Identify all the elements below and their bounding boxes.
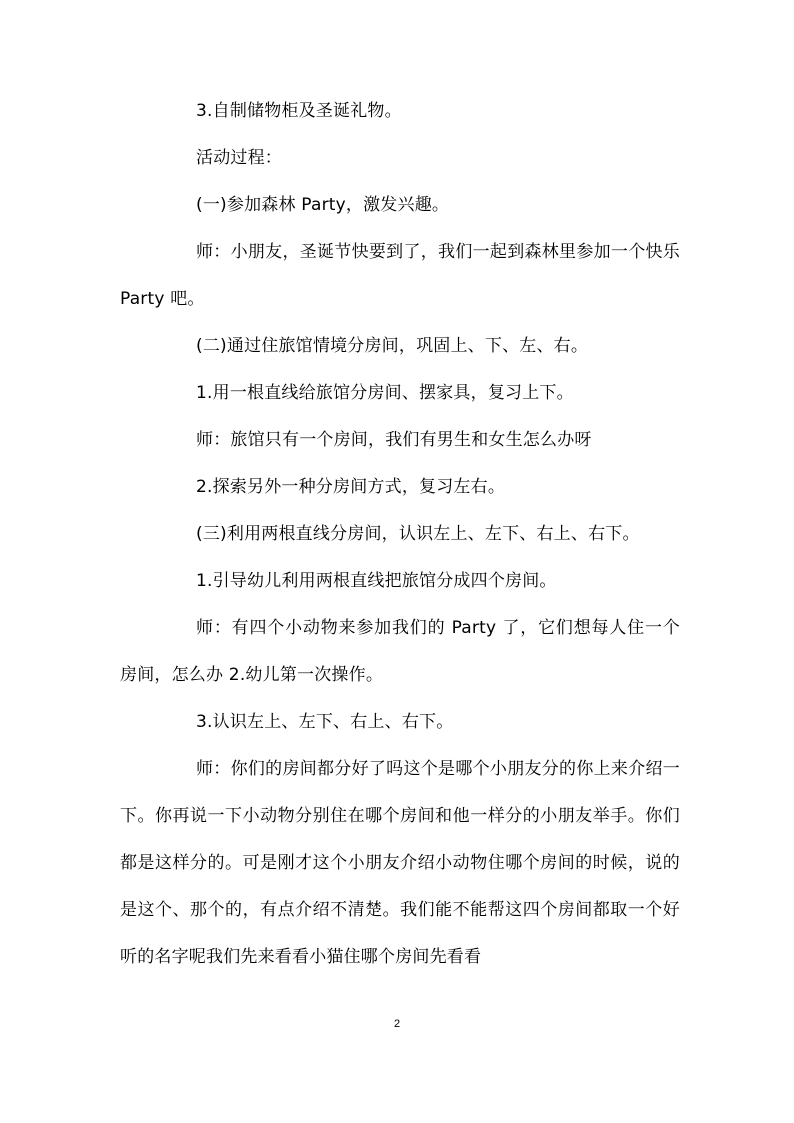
paragraph: 3.自制储物柜及圣诞礼物。 [196, 101, 402, 121]
paragraph: 活动过程： [196, 148, 282, 168]
paragraph: 2.探索另外一种分房间方式，复习左右。 [196, 477, 506, 497]
paragraph: 3.认识左上、左下、右上、右下。 [196, 712, 454, 732]
paragraph: (二)通过住旅馆情境分房间，巩固上、下、左、右。 [196, 336, 589, 356]
paragraph: 1.用一根直线给旅馆分房间、摆家具，复习上下。 [196, 383, 574, 403]
paragraph: 师：有四个小动物来参加我们的 Party 了，它们想每人住一个房间，怎么办 2.幼儿第一次操作。 [120, 618, 680, 685]
paragraph: (一)参加森林 Party，激发兴趣。 [196, 195, 450, 215]
paragraph: 师：小朋友，圣诞节快要到了，我们一起到森林里参加一个快乐 Party 吧。 [120, 242, 680, 309]
document-body [120, 88, 680, 981]
paragraph: 师：你们的房间都分好了吗这个是哪个小朋友分的你上来介绍一下。你再说一下小动物分别住在哪个房间和他一样分的小朋友举手。你们都是这样分的。可是刚才这个小朋友介绍小动物住哪个房间的时候，说的是这个、那个的，有点介绍不清楚。我们能不能帮这四个房间都取一个好听的名字呢我们先来看看小猫住哪个房间先看看 [120, 759, 680, 967]
paragraph: 1.引导幼儿利用两根直线把旅馆分成四个房间。 [196, 571, 557, 591]
paragraph: (三)利用两根直线分房间，认识左上、左下、右上、右下。 [196, 524, 640, 544]
paragraph: 师：旅馆只有一个房间，我们有男生和女生怎么办呀 [196, 430, 592, 450]
page-number: 2 [393, 1018, 401, 1030]
